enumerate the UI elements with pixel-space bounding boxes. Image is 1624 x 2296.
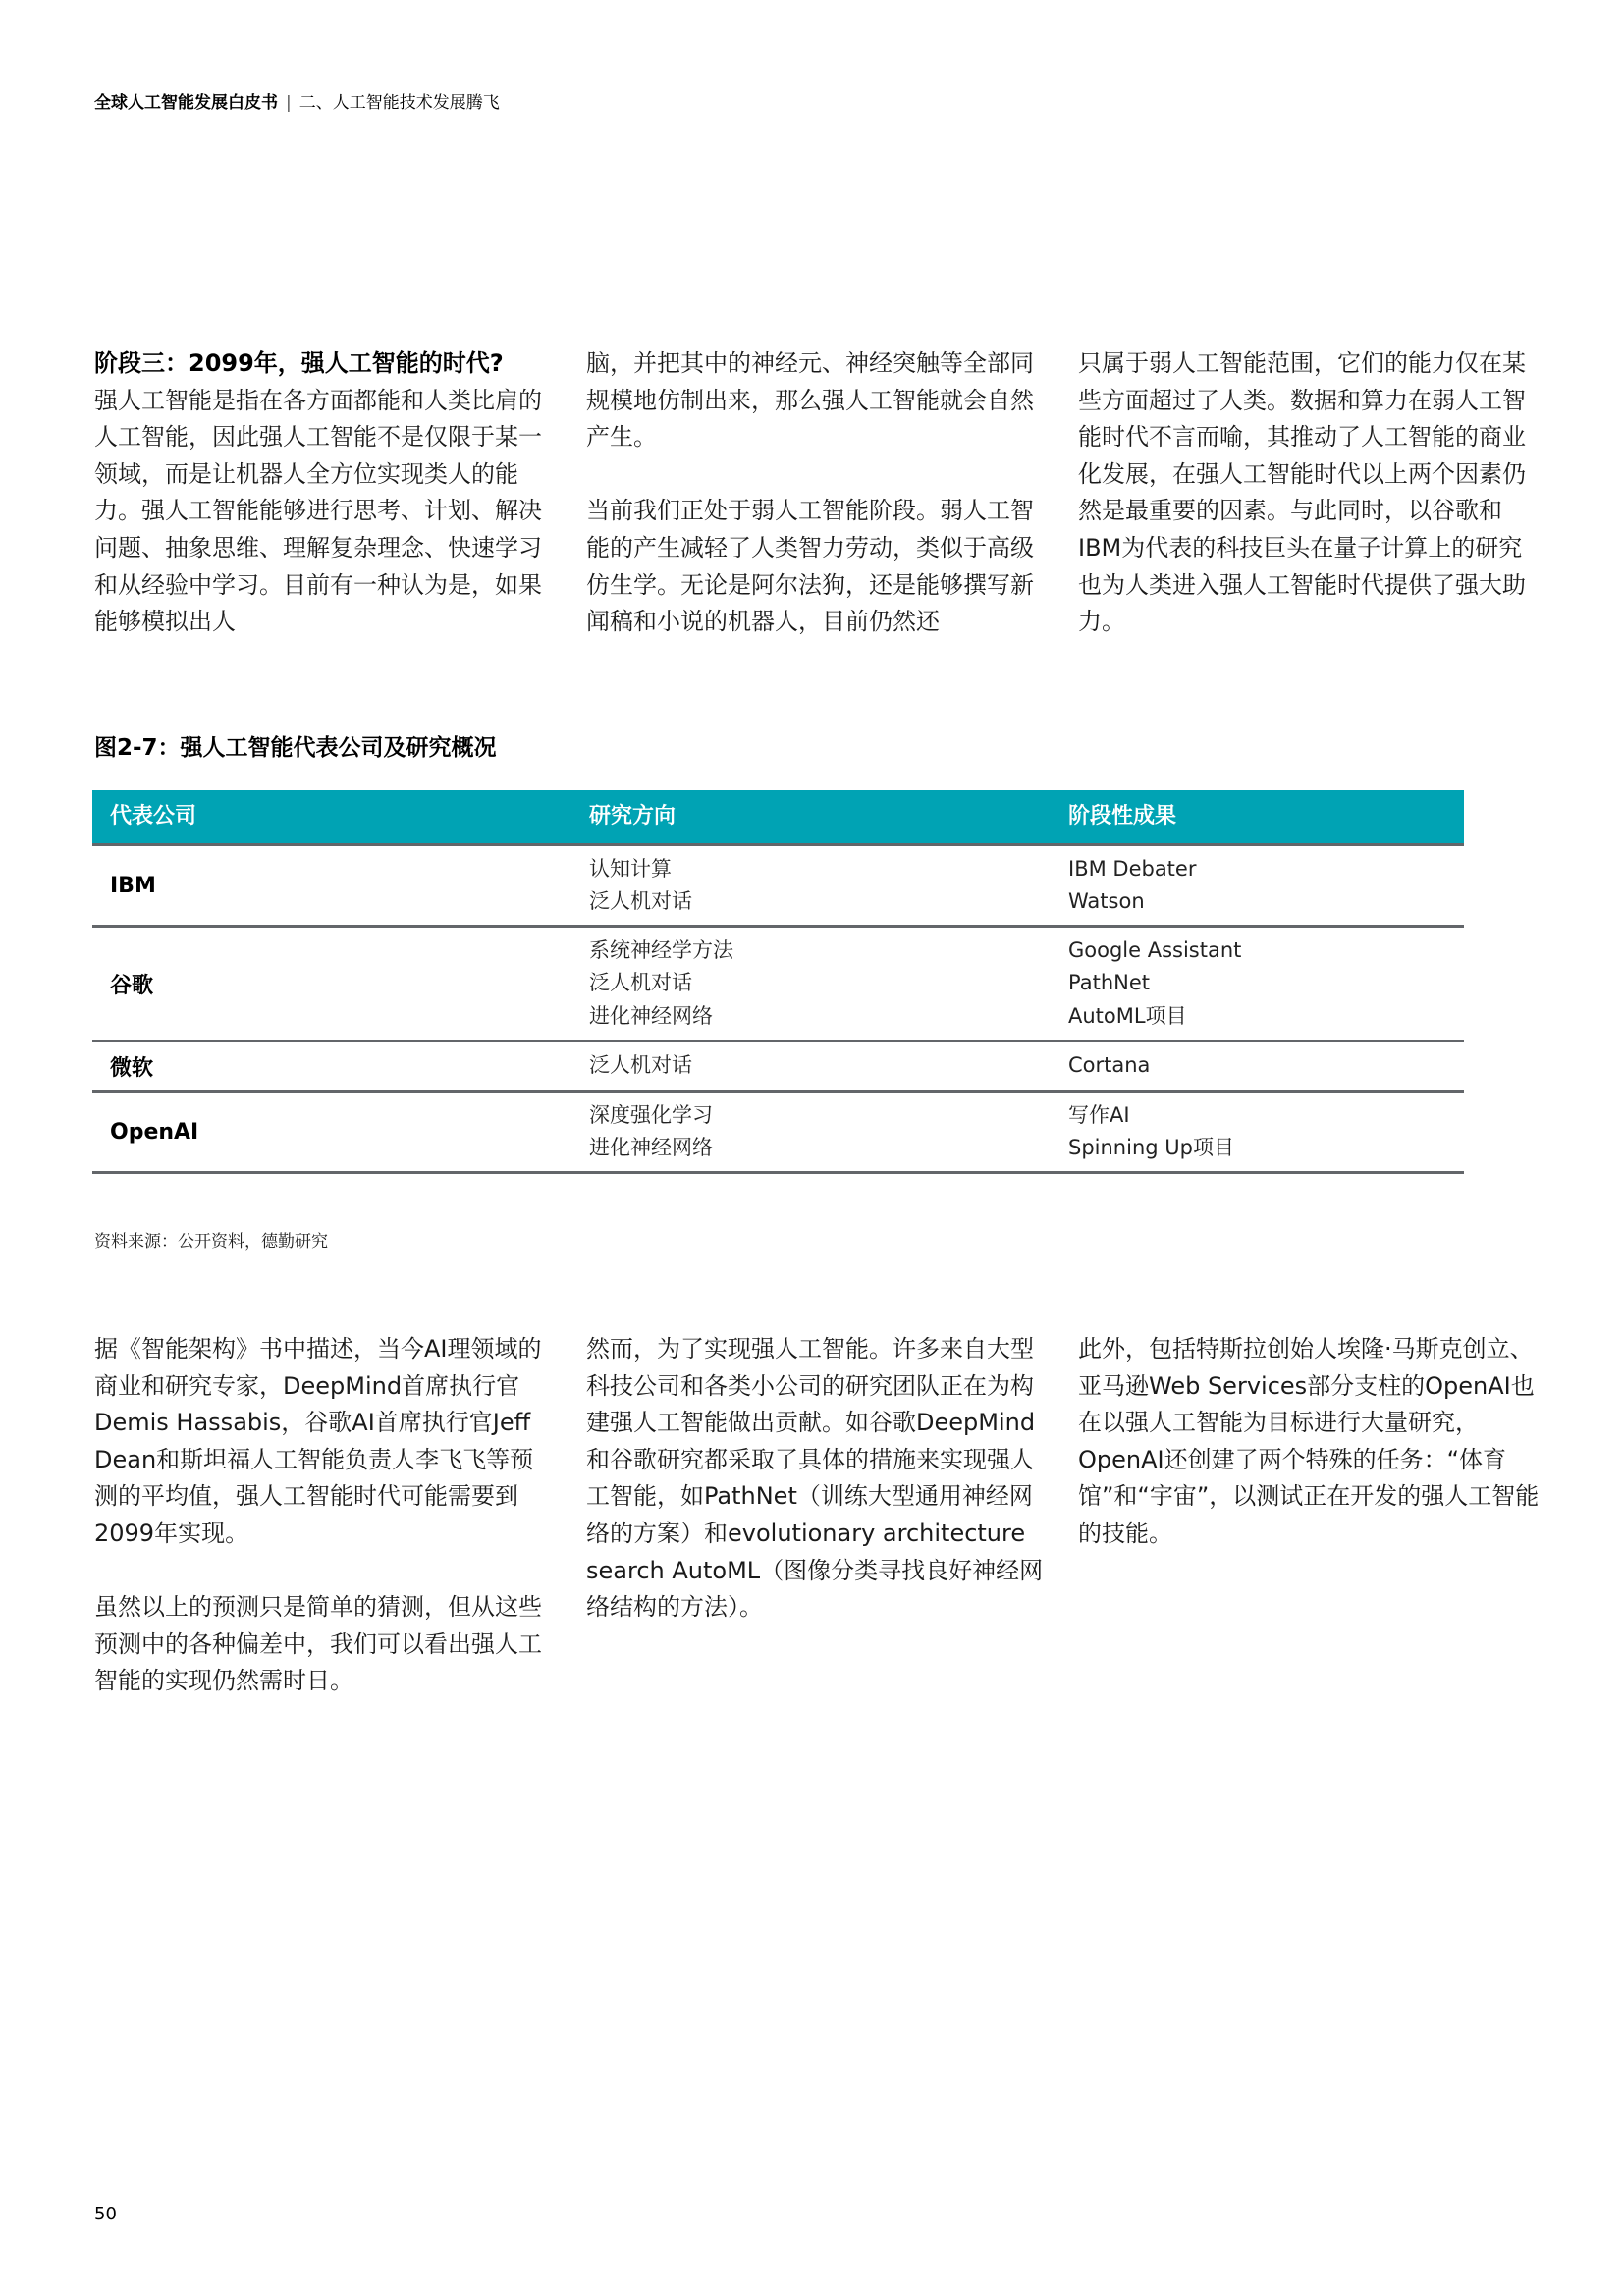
paragraph: 虽然以上的预测只是简单的猜测，但从这些预测中的各种偏差中，我们可以看出强人工智能的实现仍然需时日。	[94, 1593, 542, 1695]
company-cell: IBM	[110, 873, 156, 898]
direction-item: 认知计算	[589, 856, 672, 881]
result-item: PathNet	[1068, 971, 1150, 995]
column-header-results: 阶段性成果	[1068, 804, 1177, 828]
results-cell	[1068, 853, 1464, 919]
direction-cell	[589, 1049, 1068, 1083]
result-item: Google Assistant	[1068, 937, 1242, 962]
result-item: Spinning Up项目	[1068, 1136, 1234, 1159]
direction-cell	[589, 853, 1068, 919]
direction-item: 泛人机对话	[589, 971, 692, 995]
table-row	[92, 928, 1464, 1042]
results-cell	[1068, 1049, 1464, 1083]
result-item: Watson	[1068, 889, 1145, 913]
column-header-company: 代表公司	[110, 804, 197, 828]
direction-item: 泛人机对话	[589, 889, 692, 913]
book-title: 全球人工智能发展白皮书	[94, 93, 278, 113]
result-item: Cortana	[1068, 1053, 1151, 1078]
paragraph: 当前我们正处于弱人工智能阶段。弱人工智能的产生减轻了人类智力劳动，类似于高级仿生学。无论是阿尔法狗，还是能够撰写新闻稿和小说的机器人，目前仍然还	[586, 497, 1034, 636]
result-item: 写作AI	[1068, 1102, 1130, 1127]
running-header	[94, 92, 500, 114]
table-row	[92, 1042, 1464, 1093]
figure-title: 图2-7：强人工智能代表公司及研究概况	[94, 735, 497, 761]
column-header-direction: 研究方向	[589, 804, 677, 828]
paragraph: 然而，为了实现强人工智能。许多来自大型科技公司和各类小公司的研究团队正在为构建强人工智能做出贡献。如谷歌DeepMind和谷歌研究都采取了具体的措施来实现强人工智能，如PathNet（训练大型通用神经网络的方案）和evolutionary architecture search AutoML（图像分类寻找良好神经网络结构的方法）。	[586, 1335, 1044, 1622]
result-item: IBM Debater	[1068, 856, 1197, 881]
result-item: AutoML项目	[1068, 1003, 1187, 1028]
top-column-1	[94, 346, 556, 641]
direction-item: 进化神经网络	[589, 1003, 713, 1028]
page-number: 50	[94, 2204, 117, 2224]
paragraph: 脑，并把其中的神经元、神经突触等全部同规模地仿制出来，那么强人工智能就会自然产生。	[586, 349, 1034, 452]
figure-source: 资料来源：公开资料，德勤研究	[94, 1232, 328, 1252]
top-column-3	[1078, 346, 1540, 641]
company-cell: 微软	[110, 1055, 154, 1081]
top-column-2	[586, 346, 1048, 641]
direction-item: 深度强化学习	[589, 1102, 713, 1127]
company-research-table	[92, 790, 1464, 1174]
paragraph: 强人工智能是指在各方面都能和人类比肩的人工智能，因此强人工智能不是仅限于某一领域，而是让机器人全方位实现类人的能力。强人工智能能够进行思考、计划、解决问题、抽象思维、理解复杂理念、快速学习和从经验中学习。目前有一种认为是，如果能够模拟出人	[94, 386, 542, 636]
table-row	[92, 846, 1464, 928]
bottom-column-3	[1078, 1331, 1540, 1553]
bottom-column-2	[586, 1331, 1048, 1627]
section-heading: 阶段三：2099年，强人工智能的时代?	[94, 349, 504, 377]
chapter-title: 二、人工智能技术发展腾飞	[298, 93, 500, 113]
direction-item: 进化神经网络	[589, 1136, 713, 1159]
header-separator: |	[286, 93, 292, 113]
table-header	[92, 790, 1464, 846]
direction-item: 系统神经学方法	[589, 937, 733, 962]
direction-cell	[589, 934, 1068, 1034]
results-cell	[1068, 1099, 1464, 1165]
company-cell: OpenAI	[110, 1119, 199, 1145]
results-cell	[1068, 934, 1464, 1034]
bottom-column-1	[94, 1331, 556, 1700]
company-cell: 谷歌	[110, 973, 154, 998]
paragraph: 此外，包括特斯拉创始人埃隆·马斯克创立、亚马逊Web Services部分支柱的OpenAI也在以强人工智能为目标进行大量研究，OpenAI还创建了两个特殊的任务：“体育馆”和“宇宙”，以测试正在开发的强人工智能的技能。	[1078, 1335, 1540, 1547]
direction-cell	[589, 1099, 1068, 1165]
table-row	[92, 1093, 1464, 1174]
direction-item: 泛人机对话	[589, 1053, 692, 1078]
paragraph: 据《智能架构》书中描述，当今AI理领域的商业和研究专家，DeepMind首席执行官Demis Hassabis，谷歌AI首席执行官Jeff Dean和斯坦福人工智能负责人李飞飞等预测的平均值，强人工智能时代可能需要到2099年实现。	[94, 1335, 542, 1547]
paragraph: 只属于弱人工智能范围，它们的能力仅在某些方面超过了人类。数据和算力在弱人工智能时代不言而喻，其推动了人工智能的商业化发展，在强人工智能时代以上两个因素仍然是最重要的因素。与此同时，以谷歌和IBM为代表的科技巨头在量子计算上的研究也为人类进入强人工智能时代提供了强大助力。	[1078, 349, 1526, 636]
